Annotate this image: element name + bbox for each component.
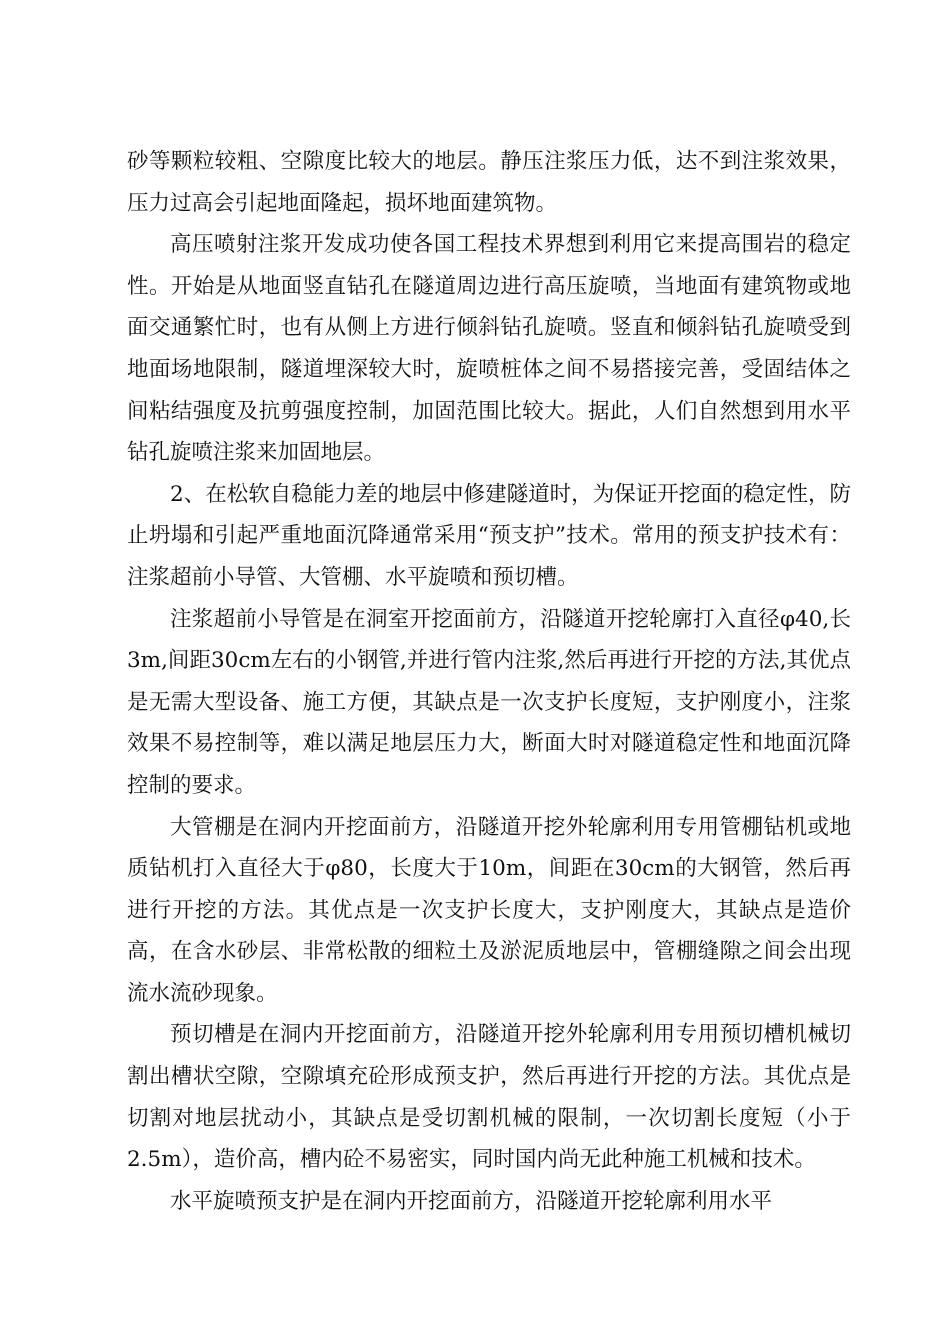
paragraph-continuation: 砂等颗粒较粗、空隙度比较大的地层。静压注浆压力低，达不到注浆效果，压力过高会引起地面隆起，损坏地面建筑物。 xyxy=(127,149,851,216)
document-body xyxy=(127,141,851,1222)
paragraph-pipe-roof: 大管棚是在洞内开挖面前方，沿隧道开挖外轮廓利用专用管棚钻机或地质钻机打入直径大于φ80，长度大于10m，间距在30cm的大钢管，然后再进行开挖的方法。其优点是一次支护长度大，支护刚度大，其缺点是造价高，在含水砂层、非常松散的细粒土及淤泥质地层中，管棚缝隙之间会出现流水流砂现象。 xyxy=(127,814,851,1006)
paragraph-pre-cutting-groove: 预切槽是在洞内开挖面前方，沿隧道开挖外轮廓利用专用预切槽机械切割出槽状空隙，空隙填充砼形成预支护，然后再进行开挖的方法。其优点是切割对地层扰动小，其缺点是受切割机械的限制，一次切割长度短（小于2.5m），造价高，槽内砼不易密实，同时国内尚无此种施工机械和技术。 xyxy=(127,1022,851,1173)
paragraph-small-pipe-grouting: 注浆超前小导管是在洞室开挖面前方，沿隧道开挖轮廓打入直径φ40,长3m,间距30cm左右的小钢管,并进行管内注浆,然后再进行开挖的方法,其优点是无需大型设备、施工方便，其缺点是一次支护长度短，支护刚度小，注浆效果不易控制等，难以满足地层压力大，断面大时对隧道稳定性和地面沉降控制的要求。 xyxy=(127,606,851,798)
paragraph-high-pressure-jet-grouting: 高压喷射注浆开发成功使各国工程技术界想到利用它来提高围岩的稳定性。开始是从地面竖直钻孔在隧道周边进行高压旋喷，当地面有建筑物或地面交通繁忙时，也有从侧上方进行倾斜钻孔旋喷。竖直和倾斜钻孔旋喷受到地面场地限制，隧道埋深较大时，旋喷桩体之间不易搭接完善，受固结体之间粘结强度及抗剪强度控制，加固范围比较大。据此，人们自然想到用水平钻孔旋喷注浆来加固地层。 xyxy=(127,232,851,466)
paragraph-pre-support-overview: 2、在松软自稳能力差的地层中修建隧道时，为保证开挖面的稳定性，防止坍塌和引起严重地面沉降通常采用“预支护”技术。常用的预支护技术有：注浆超前小导管、大管棚、水平旋喷和预切槽。 xyxy=(127,481,851,590)
paragraph-horizontal-jet-grouting: 水平旋喷预支护是在洞内开挖面前方，沿隧道开挖轮廓利用水平 xyxy=(170,1188,773,1214)
